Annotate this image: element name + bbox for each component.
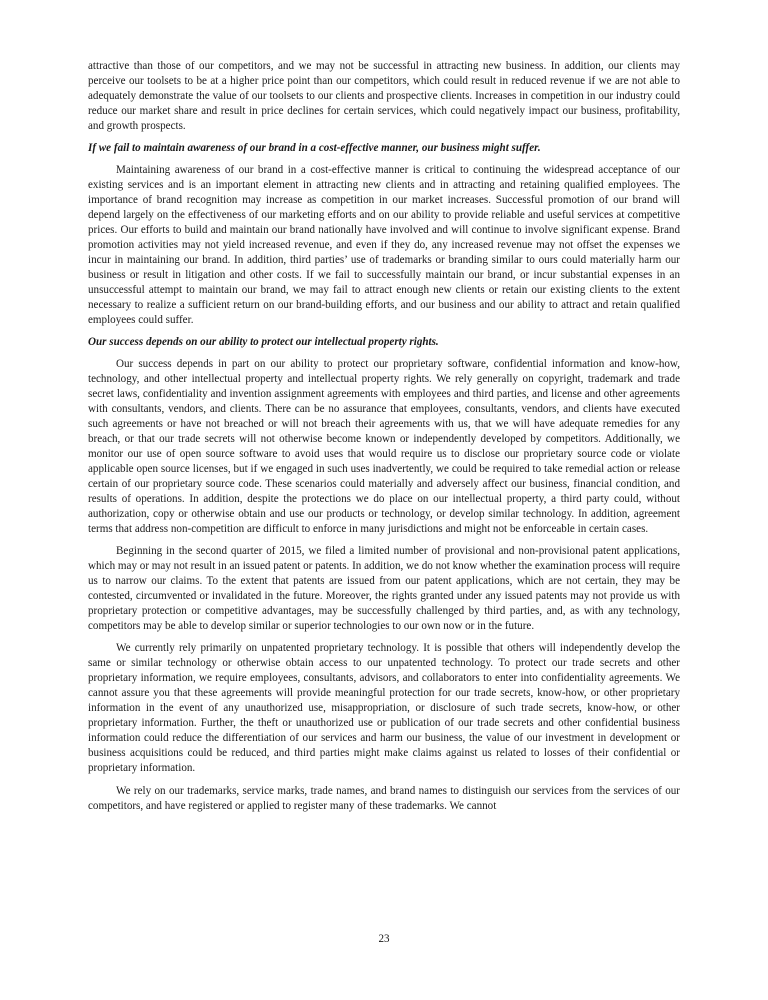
heading-brand-awareness: If we fail to maintain awareness of our brand in a cost-effective manner, our business might suffer. (88, 142, 541, 155)
paragraph-unpatented-technology: We currently rely primarily on unpatented proprietary technology. It is possible that others will independently develop the same or similar technology or otherwise obtain access to our unpatented technology. To protect our trade secrets and other proprietary information, we require employees, consultants, advisors, and collaborators to enter into confidentiality agreements. We cannot assure you that these agreements will provide meaningful protection for our trade secrets, know-how, or other proprietary information in the event of any unauthorized use, misappropriation, or disclosure of such trade secrets, know-how, or other proprietary information. Further, the theft or unauthorized use or publication of our trade secrets and other confidential business information could reduce the differentiation of our services and harm our business, the value of our investment in development or business acquisitions could be reduced, and third parties might make claims against us related to losses of their confidential or proprietary information. (88, 642, 680, 775)
paragraph-competition-continued: attractive than those of our competitors, and we may not be successful in attracting new business. In addition, our clients may perceive our toolsets to be at a higher price point than our competitors, which could result in reduced revenue if we are not able to adequately demonstrate the value of our toolsets to our clients and prospective clients. Increases in competition in our industry could reduce our market share and result in price declines for certain services, which could negatively impact our business, profitability, and growth prospects. (88, 60, 680, 132)
paragraph-patent-applications: Beginning in the second quarter of 2015, we filed a limited number of provisional and non-provisional patent applications, which may or may not result in an issued patent or patents. In addition, we do not know whether the examination process will require us to narrow our claims. To the extent that patents are issued from our patent applications, which are not certain, they may be contested, circumvented or invalidated in the future. Moreover, the rights granted under any issued patents may not provide us with proprietary protection or competitive advantages, may be successfully challenged by third parties, and, as with any technology, competitors may be able to develop similar or superior technologies to our own now or in the future. (88, 544, 680, 632)
paragraph-brand-awareness: Maintaining awareness of our brand in a cost-effective manner is critical to continuing the widespread acceptance of our existing services and is an important element in attracting new clients and in attracting and retaining qualified employees. The importance of brand recognition may increase as competition in our market increases. Successful promotion of our brand will depend largely on the effectiveness of our marketing efforts and on our ability to provide reliable and useful services at competitive prices. Our efforts to build and maintain our brand nationally have involved and will continue to involve significant expense. Brand promotion activities may not yield increased revenue, and even if they do, any increased revenue may not offset the expenses we incur in maintaining our brand. In addition, third parties’ use of trademarks or branding similar to ours could materially harm our business or result in litigation and other costs. If we fail to successfully maintain our brand, or incur substantial expenses in an unsuccessful attempt to maintain our brand, we may fail to attract enough new clients or retain our existing clients to the extent necessary to realize a sufficient return on our brand-building efforts, and our business and our ability to attract and retain qualified employees could suffer. (88, 163, 680, 326)
paragraph-ip-protection: Our success depends in part on our ability to protect our proprietary software, confidential information and know-how, technology, and other intellectual property and intellectual property rights. We rely generally on copyright, trademark and trade secret laws, confidentiality and invention assignment agreements with employees and third parties, and license and other agreements with consultants, vendors, and clients. There can be no assurance that employees, consultants, vendors, and clients have executed such agreements or have not breached or will not breach their agreements with us, that we will have adequate remedies for any breach, or that our trade secrets will not otherwise become known or independently developed by competitors. Additionally, we monitor our use of open source software to avoid uses that would require us to disclose our proprietary source code or violate applicable open source licenses, but if we engaged in such uses inadvertently, we could be required to take remedial action or release certain of our proprietary source code. These scenarios could materially and adversely affect our business, financial condition, and results of operations. In addition, despite the protections we do place on our intellectual property, a third party could, without authorization, copy or otherwise obtain and use our products or technology, or develop similar technology. In addition, agreement terms that address non-competition are difficult to enforce in many jurisdictions and might not be enforceable in certain cases. (88, 357, 680, 535)
heading-intellectual-property: Our success depends on our ability to protect our intellectual property rights. (88, 336, 439, 349)
paragraph-trademarks: We rely on our trademarks, service marks, trade names, and brand names to distinguish our services from the services of our competitors, and have registered or applied to register many of these trademarks. We cannot (88, 784, 680, 812)
page-number: 23 (378, 933, 390, 945)
page-body (88, 59, 680, 821)
